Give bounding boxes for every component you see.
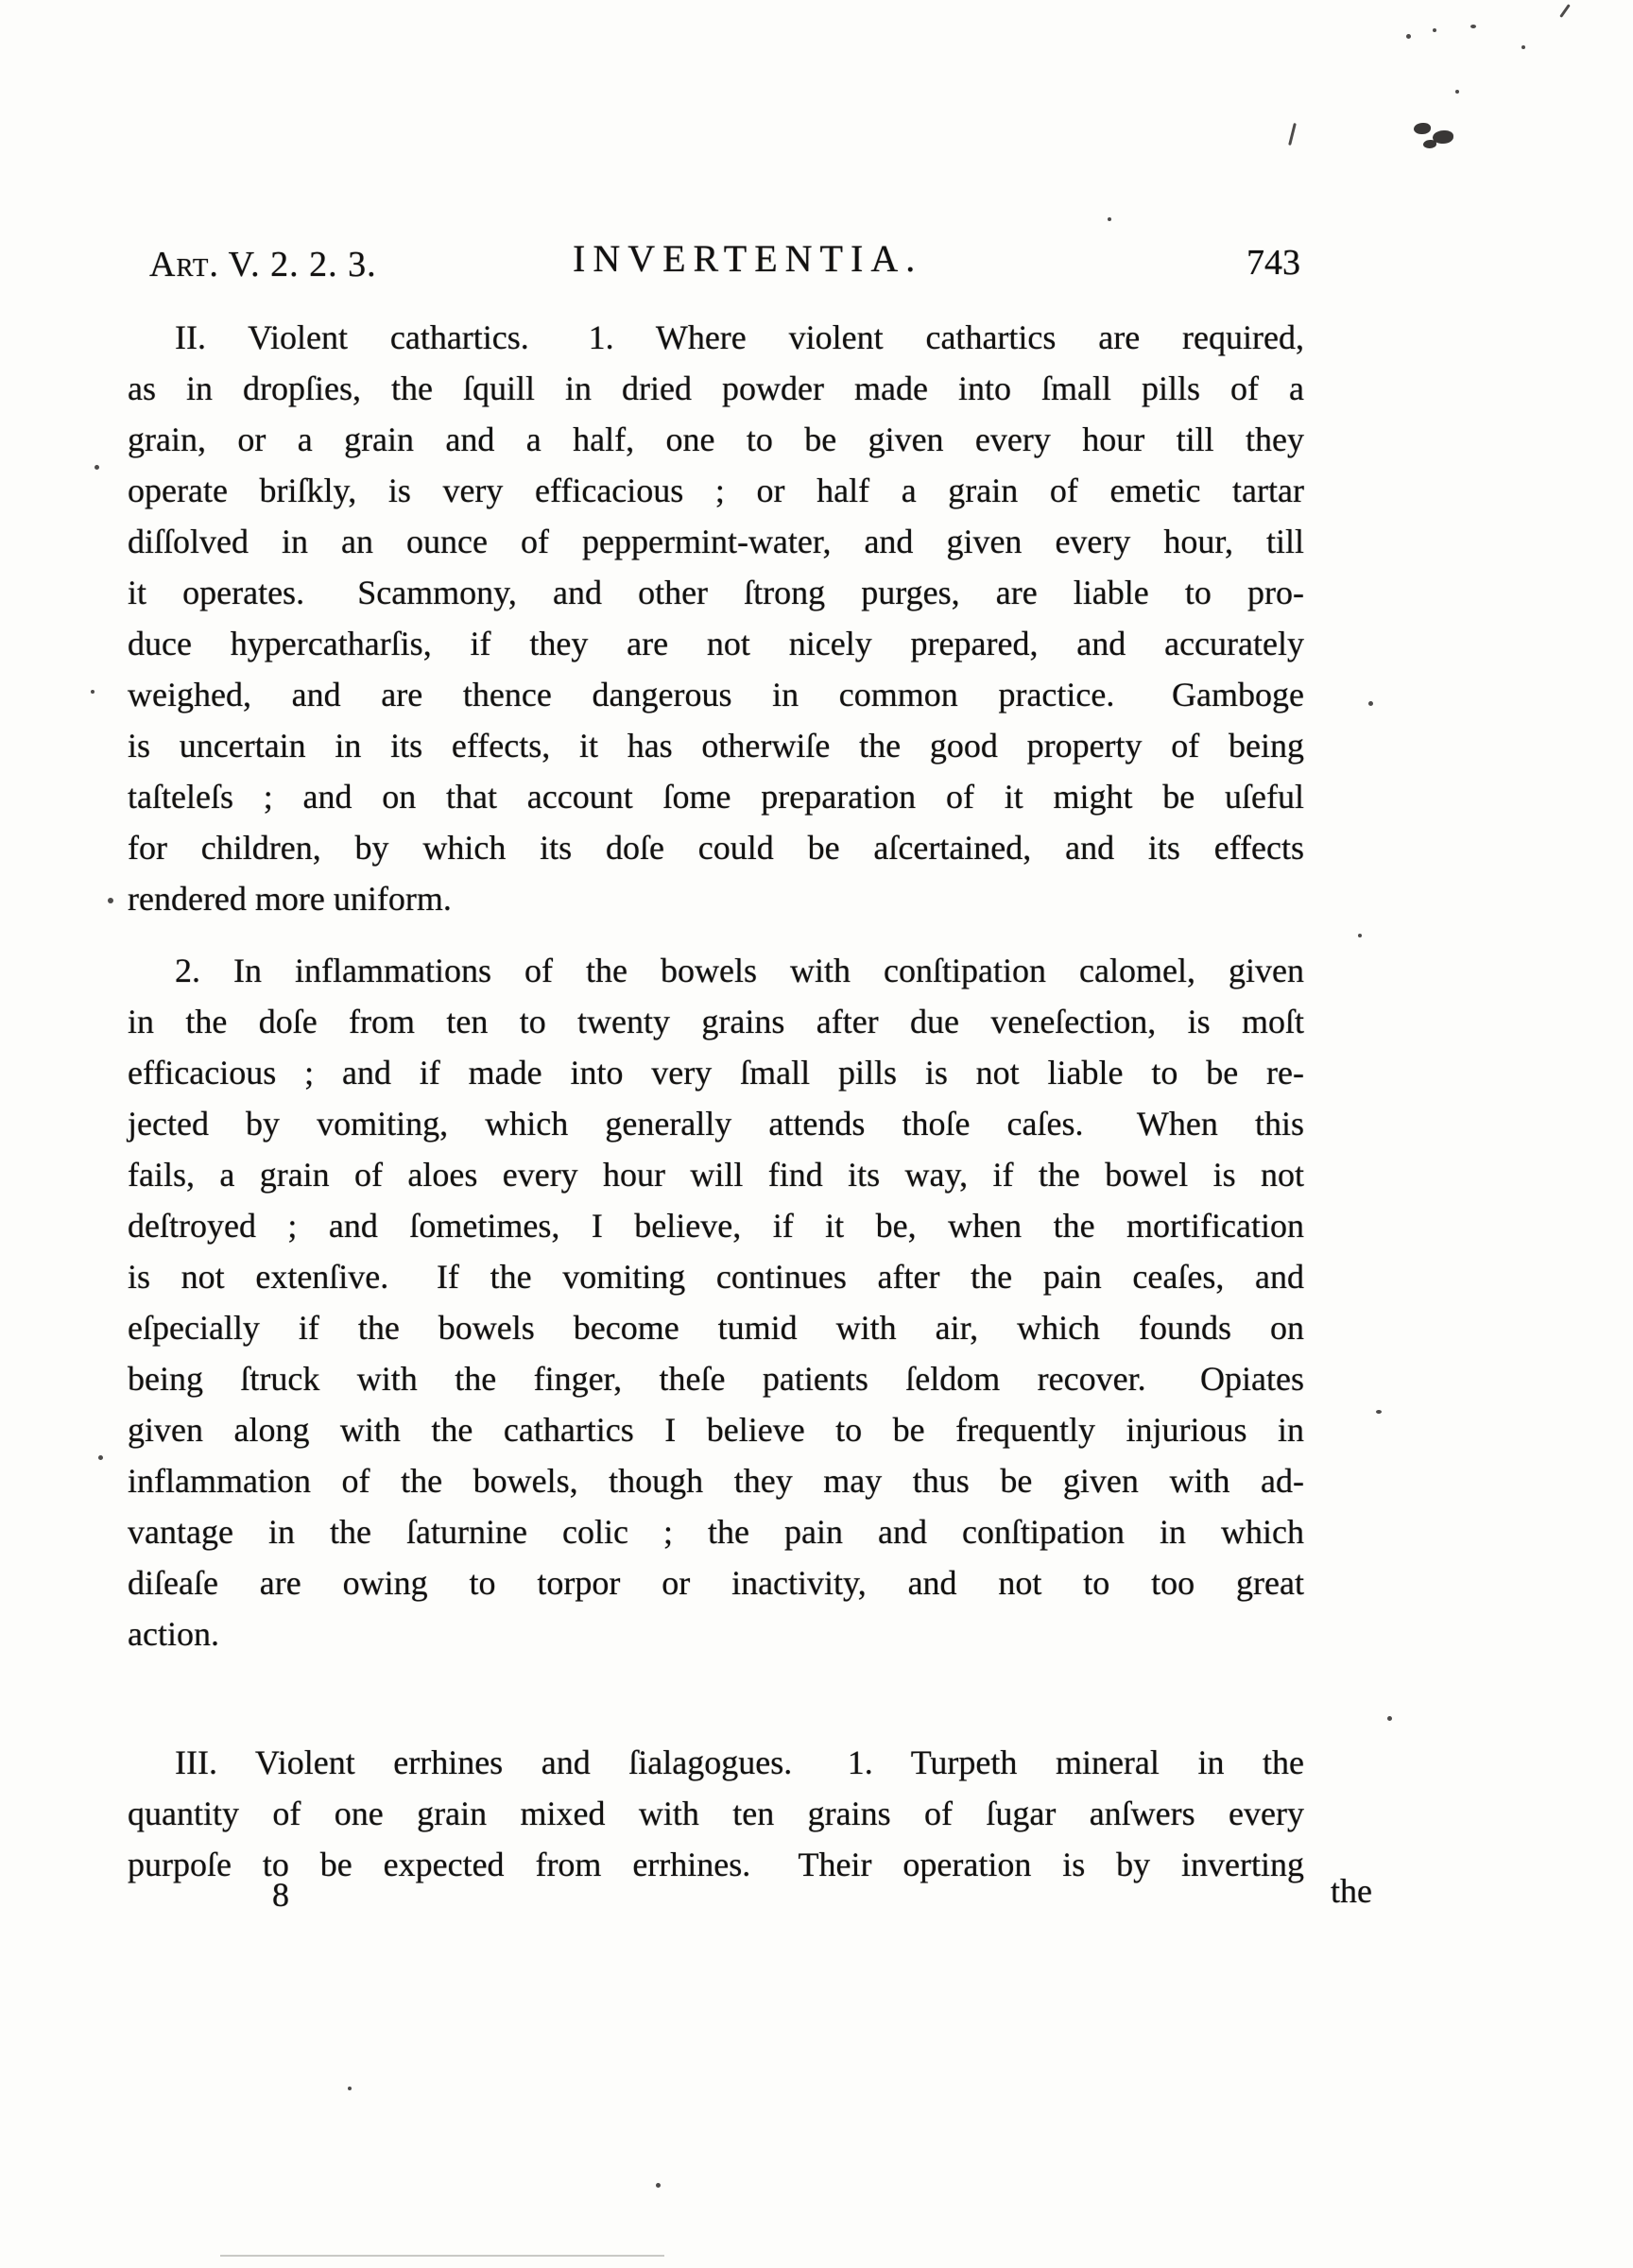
text-line: 2. In inflammations of the bowels with conſtipation calomel, given: [175, 952, 1304, 989]
text-line: diſſolved in an ounce of peppermint-water, and given every hour, till: [128, 523, 1304, 560]
article-reference: Art. V. 2. 2. 3.: [149, 245, 377, 284]
text-line: it operates. Scammony, and other ſtrong purges, are liable to pro-: [128, 574, 1304, 611]
scan-speck: [348, 2087, 352, 2090]
text-line: deſtroyed ; and ſometimes, I believe, if it be, when the mortification: [128, 1207, 1304, 1245]
text-line: II. Violent cathartics. 1. Where violent cathartics are required,: [175, 318, 1304, 356]
ink-smudge: [1414, 123, 1431, 134]
text-line: being ſtruck with the finger, theſe patients ſeldom recover. Opiates: [128, 1360, 1304, 1398]
ink-smudge: [1423, 140, 1436, 148]
page-number: 743: [1246, 243, 1300, 283]
scan-speck: [1387, 1716, 1392, 1721]
scan-speck: [1368, 701, 1373, 706]
text-line: eſpecially if the bowels become tumid with air, which founds on: [128, 1309, 1304, 1347]
scan-speck: [98, 1455, 103, 1460]
scan-mark: [1288, 123, 1297, 146]
text-line: given along with the cathartics I believe to be frequently injurious in: [128, 1411, 1304, 1449]
scan-speck: [1470, 25, 1476, 28]
text-line: taſteleſs ; and on that account ſome preparation of it might be uſeful: [128, 778, 1304, 816]
paragraph-inflammations-bowels: [128, 945, 1304, 1659]
text-line: as in dropſies, the ſquill in dried powder made into ſmall pills of a: [128, 369, 1304, 407]
text-line: is uncertain in its effects, it has otherwiſe the good property of being: [128, 727, 1304, 765]
scan-speck: [1521, 45, 1525, 49]
text-line: operate briſkly, is very efficacious ; or half a grain of emetic tartar: [128, 472, 1304, 509]
text-line: diſeaſe are owing to torpor or inactivity, and not to too great: [128, 1564, 1304, 1602]
scan-speck: [1433, 28, 1436, 32]
text-line: jected by vomiting, which generally attends thoſe caſes. When this: [128, 1105, 1304, 1143]
paragraph-violent-cathartics: [128, 312, 1304, 924]
scan-mark: [1559, 4, 1571, 18]
text-line: quantity of one grain mixed with ten grains of ſugar anſwers every: [128, 1795, 1304, 1832]
paragraph-violent-errhines: [128, 1737, 1304, 1890]
scan-speck: [95, 465, 99, 470]
text-line: duce hypercatharſis, if they are not nicely prepared, and accurately: [128, 625, 1304, 662]
running-title: INVERTENTIA.: [573, 237, 923, 280]
scan-speck: [1376, 1410, 1382, 1414]
text-line: purpoſe to be expected from errhines. Their operation is by inverting: [128, 1846, 1304, 1883]
signature-mark: 8: [272, 1876, 289, 1914]
text-line: for children, by which its doſe could be aſcertained, and its effects: [128, 829, 1304, 867]
text-line: is not extenſive. If the vomiting continues after the pain ceaſes, and: [128, 1258, 1304, 1296]
text-line: fails, a grain of aloes every hour will find its way, if the bowel is not: [128, 1156, 1304, 1194]
text-line: weighed, and are thence dangerous in common practice. Gamboge: [128, 676, 1304, 713]
text-line: III. Violent errhines and ſialagogues. 1. Turpeth mineral in the: [175, 1744, 1304, 1781]
scan-speck: [656, 2183, 661, 2188]
scan-edge-line: [220, 2255, 664, 2257]
scan-speck: [1406, 34, 1411, 39]
text-line: rendered more uniform.: [128, 880, 452, 918]
text-line: vantage in the ſaturnine colic ; the pain and conſtipation in which: [128, 1513, 1304, 1551]
scan-speck: [1358, 934, 1362, 937]
text-line: efficacious ; and if made into very ſmall pills is not liable to be re-: [128, 1054, 1304, 1091]
scan-speck: [1455, 90, 1459, 94]
text-line: inflammation of the bowels, though they may thus be given with ad-: [128, 1462, 1304, 1500]
scan-speck: [1108, 217, 1111, 221]
text-line: action.: [128, 1615, 219, 1653]
scan-speck: [91, 690, 95, 694]
text-line: grain, or a grain and a half, one to be given every hour till they: [128, 421, 1304, 458]
text-line: in the doſe from ten to twenty grains after due veneſection, is moſt: [128, 1003, 1304, 1040]
catchword: the: [1331, 1872, 1372, 1910]
scan-speck: [108, 898, 113, 903]
